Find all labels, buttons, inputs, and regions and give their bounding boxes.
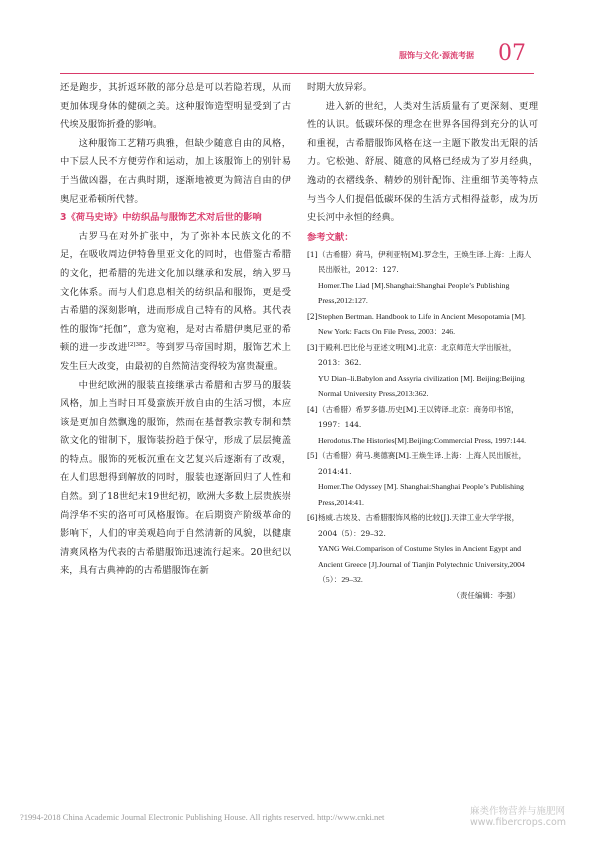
paragraph: 还是跑步，其折返环散的部分总是可以若隐若现，从而更加体现身体的健硕之美。这种服饰造型明显受到了古代埃及服饰折叠的影响。 [60,82,291,131]
watermark-url: www.fibercrops.com [470,817,567,828]
watermark-cn: 麻类作物营养与施肥网 [470,806,566,817]
watermark [470,806,566,828]
reference-item [307,402,538,449]
header-rule [60,73,534,74]
reference-number: [3] [307,342,318,352]
reference-cn: （古希腊）希罗多德.历史[M].王以铸译.北京：商务印书馆，1997：144. [318,404,519,430]
reference-number: [6] [307,513,318,523]
reference-number: [2] [307,311,318,321]
copyright-footer: ?1994-2018 China Academic Journal Electronic Publishing House. All rights reserved. http://www.cnki.net [20,812,385,822]
reference-cn: 于殿利.巴比伦与亚述文明[M].北京：北京师范大学出版社，2013：362. [318,342,517,368]
reference-item [307,510,538,588]
right-column [307,79,538,604]
paragraph [60,228,291,377]
reference-number: [4] [307,404,318,414]
paragraph-text: 。等到罗马帝国时期，服饰艺术上发生巨大改变，由最初的自然简洁变得较为富贵凝重。 [60,342,291,372]
editor-credit: （责任编辑：李强） [452,590,520,600]
reference-cn: （古希腊）荷马.奥德赛[M].王焕生译.上海：上海人民出版社，2014:41. [318,451,527,476]
paragraph: 进入新的世纪，人类对生活质量有了更深刻、更理性的认识。低碳环保的理念在世界各国得到充分的认可和重视，古希腊服饰风格在这一主题下散发出无限的活力。它松弛、舒展、随意的风格已经成为了岁月经典，逸动的衣褶线条、精妙的别针配饰、注重细节美等特点与当今人们提倡低碳环保的生活方式相得益彰，成为历史长河中永恒的经典。 [307,100,538,224]
section-heading: 3《荷马史诗》中纺织品与服饰艺术对后世的影响 [60,212,262,224]
reference-number: [1] [307,249,318,259]
reference-item [307,448,538,510]
reference-list [307,247,538,588]
citation: [2]382 [127,342,146,349]
paragraph: 中世纪欧洲的服装直接继承古希腊和古罗马的服装风格，加上当时日耳曼蛮族开放自由的生活习惯，本应该是更加自然飘逸的服饰，然而在基督教宗教专制和禁欲文化的钳制下，服饰装扮趋于保守，形成了层层掩盖的特点。服饰的死板沉重在文艺复兴后逐渐有了改观，在人们思想得到解放的同时，服装也逐渐回归了人性和自然。到了18世纪末19世纪初，欧洲大多数上层贵族崇尚浮华不实的洛可可风格服饰。在后期资产阶级革命的影响下，人们的审美观趋向于自然清新的风貌，以健康清爽风格为代表的古希腊服饰迅速流行起来。20世纪以来，具有古典神韵的古希腊服饰在新 [60,379,291,577]
reference-en: Stephen Bertman. Handbook to Life in Ancient Mesopotamia [M]. New York: Facts On File Press, 2003：246. [318,311,526,337]
journal-title: 服饰与文化·源流考据 [399,51,475,60]
reference-en: YANG Wei.Comparison of Costume Styles in Ancient Egypt and Ancient Greece [J].Journal of Tianjin Polytechnic University,2004（5）：29–32. [318,544,525,585]
reference-en: Homer.The Liad [M].Shanghai:Shanghai People’s Publishing Press,2012:127. [318,280,510,306]
reference-item [307,309,538,340]
reference-cn: （古希腊）荷马，伊利亚特[M].罗念生，王焕生译.上海：上海人民出版社，2012：127. [318,249,532,275]
paragraph: 这种服饰工艺精巧典雅，但缺少随意自由的风格，中下层人民不方便劳作和运动，加上该服饰上的别针易于当做凶器，在古典时期，逐渐地被更为简洁自由的伊奥尼亚希顿所代替。 [60,137,291,205]
paragraph: 时期大放异彩。 [307,82,373,93]
reference-cn: 杨威.古埃及、古希腊服饰风格的比较[J].天津工业大学学报，2004（5）：29–32. [318,513,520,538]
reference-en: Herodotus.The Histories[M].Beijing:Commercial Press, 1997:144. [318,435,527,445]
paragraph-text: 古罗马在对外扩张中，为了弥补本民族文化的不足，在吸收周边伊特鲁里亚文化的同时，也借鉴古希腊的文化，把希腊的先进文化加以继承和发展，纳入罗马文化体系。而与人们息息相关的纺织品和服饰，更是受古希腊的深刻影响，进而形成自己特有的风格。其代表性的服饰“托伽”，意为宽袍，是对古希腊伊奥尼亚的希顿的进一步改进 [60,230,291,354]
reference-en: Homer.The Odyssey [M]. Shanghai:Shanghai People’s Publishing Press,2014:41. [318,482,524,507]
page-number: 07 [498,41,526,66]
references-heading: 参考文献： [307,231,354,243]
left-column [60,79,291,581]
reference-item [307,247,538,309]
reference-number: [5] [307,451,318,461]
reference-en: YU Dian–li.Babylon and Assyria civilization [M]. Beijing:Beijing Normal University Press,2013:362. [318,373,525,399]
reference-item [307,340,538,402]
